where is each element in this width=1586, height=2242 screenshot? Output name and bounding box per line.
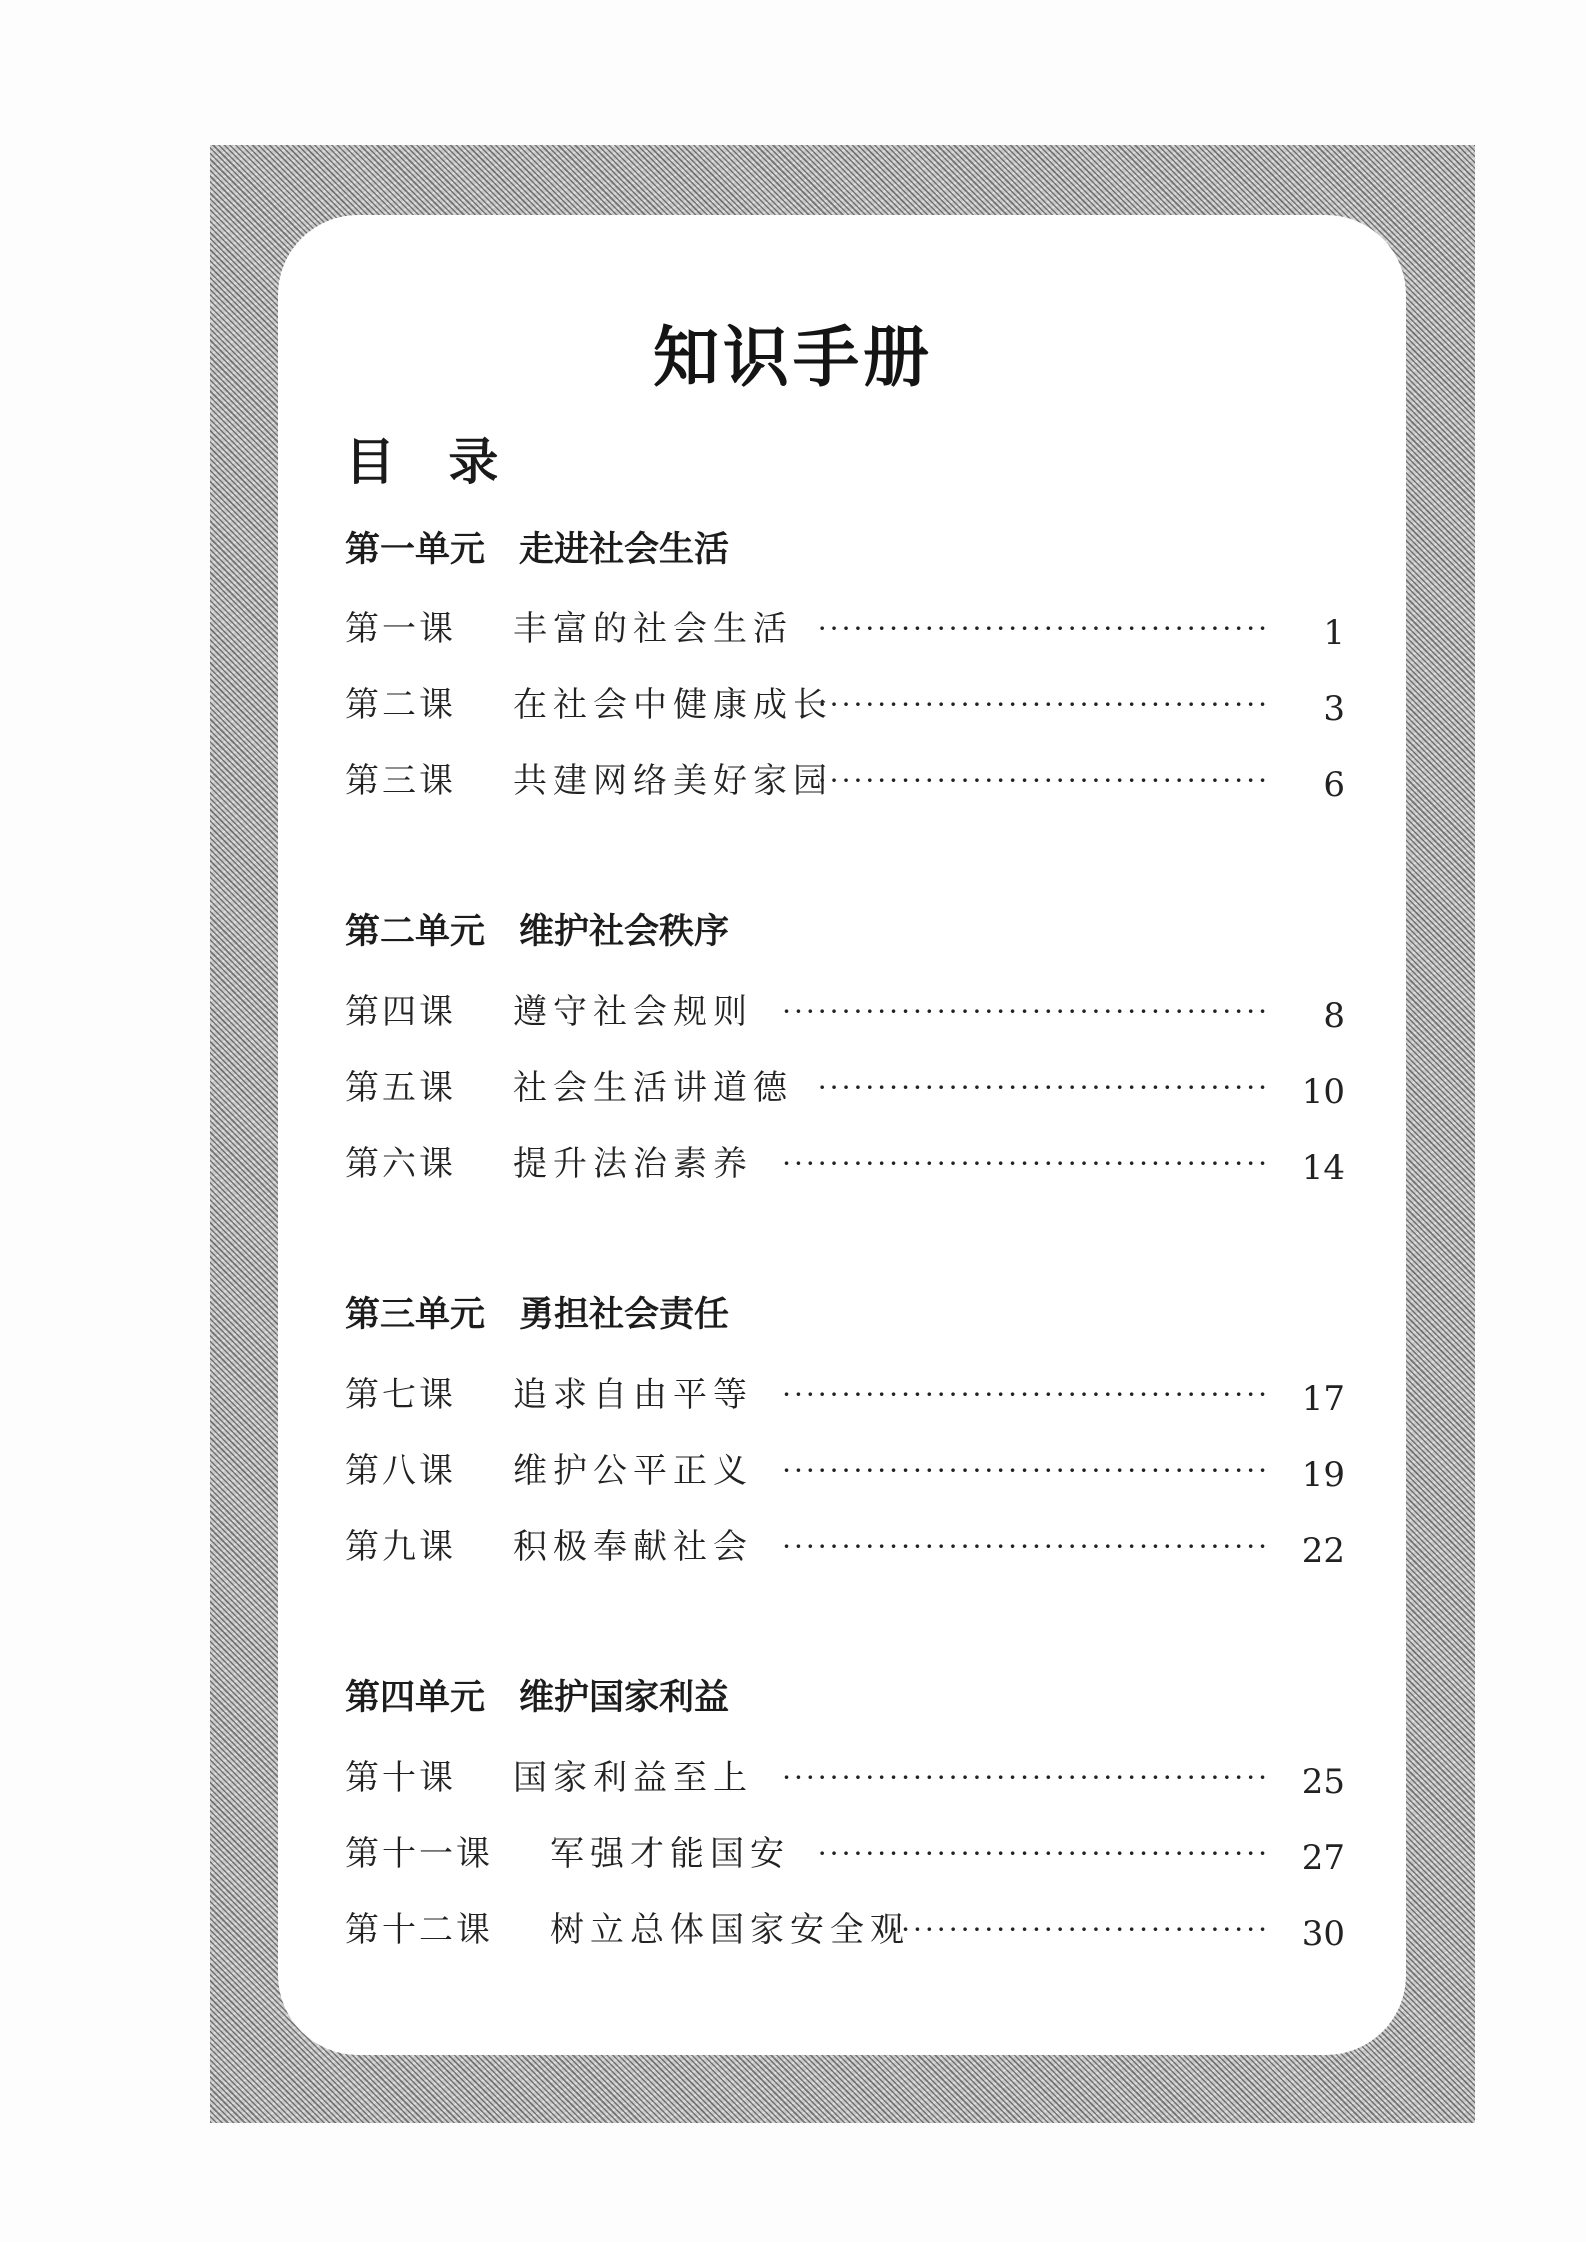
lesson-number: 第五课 bbox=[345, 1068, 456, 1108]
lesson-title: 在社会中健康成长 bbox=[513, 683, 847, 727]
toc-entry-lesson-9[interactable] bbox=[345, 1525, 1345, 1569]
toc-heading: 目 录 bbox=[345, 433, 517, 491]
toc-entry-lesson-11[interactable] bbox=[345, 1832, 1345, 1876]
page-number: 8 bbox=[1323, 996, 1345, 1036]
page-number: 3 bbox=[1323, 689, 1345, 729]
lesson-number: 第十一课 bbox=[345, 1834, 493, 1874]
page-number: 17 bbox=[1301, 1379, 1345, 1419]
unit-number: 第二单元 bbox=[345, 912, 486, 952]
lesson-title: 军强才能国安 bbox=[550, 1832, 804, 1876]
page-number: 27 bbox=[1301, 1838, 1345, 1878]
dot-leader: ······································ bbox=[817, 612, 1270, 645]
page-number: 10 bbox=[1301, 1072, 1345, 1112]
toc-entry-lesson-2[interactable] bbox=[345, 683, 1345, 727]
dot-leader: ······································ bbox=[817, 1837, 1270, 1870]
lesson-title: 社会生活讲道德 bbox=[513, 1066, 807, 1110]
unit-heading-3 bbox=[345, 1295, 730, 1335]
dot-leader: ········································· bbox=[782, 1454, 1270, 1487]
lesson-title: 追求自由平等 bbox=[513, 1373, 767, 1417]
unit-number: 第一单元 bbox=[345, 530, 486, 570]
lesson-number: 第二课 bbox=[345, 685, 456, 725]
unit-name: 维护国家利益 bbox=[519, 1678, 730, 1718]
unit-number: 第三单元 bbox=[345, 1295, 486, 1335]
dot-leader: ······································ bbox=[817, 764, 1270, 797]
page-number: 19 bbox=[1301, 1455, 1345, 1495]
toc-entry-lesson-10[interactable] bbox=[345, 1756, 1345, 1800]
lesson-number: 第十课 bbox=[345, 1758, 456, 1798]
page-title: 知识手册 bbox=[653, 319, 933, 396]
lesson-title: 树立总体国家安全观 bbox=[550, 1908, 924, 1952]
unit-name: 勇担社会责任 bbox=[519, 1295, 730, 1335]
lesson-number: 第九课 bbox=[345, 1527, 456, 1567]
lesson-title: 国家利益至上 bbox=[513, 1756, 767, 1800]
unit-heading-2 bbox=[345, 912, 730, 952]
lesson-number: 第八课 bbox=[345, 1451, 456, 1491]
lesson-number: 第六课 bbox=[345, 1144, 456, 1184]
lesson-number: 第三课 bbox=[345, 761, 456, 801]
unit-name: 走进社会生活 bbox=[519, 530, 730, 570]
lesson-title: 共建网络美好家园 bbox=[513, 759, 847, 803]
dot-leader: ································ bbox=[889, 1913, 1270, 1946]
toc-entry-lesson-3[interactable] bbox=[345, 759, 1345, 803]
unit-heading-1 bbox=[345, 530, 730, 570]
page-number: 25 bbox=[1301, 1762, 1345, 1802]
dot-leader: ········································· bbox=[782, 1378, 1270, 1411]
lesson-title: 积极奉献社会 bbox=[513, 1525, 767, 1569]
page-number: 30 bbox=[1301, 1914, 1345, 1954]
toc-entry-lesson-4[interactable] bbox=[345, 990, 1345, 1034]
lesson-number: 第一课 bbox=[345, 609, 456, 649]
lesson-number: 第四课 bbox=[345, 992, 456, 1032]
lesson-number: 第十二课 bbox=[345, 1910, 493, 1950]
toc-entry-lesson-6[interactable] bbox=[345, 1142, 1345, 1186]
page-number: 6 bbox=[1323, 765, 1345, 805]
page-number: 1 bbox=[1323, 613, 1345, 653]
unit-number: 第四单元 bbox=[345, 1678, 486, 1718]
toc-entry-lesson-7[interactable] bbox=[345, 1373, 1345, 1417]
dot-leader: ········································· bbox=[782, 1147, 1270, 1180]
toc-entry-lesson-8[interactable] bbox=[345, 1449, 1345, 1493]
lesson-title: 丰富的社会生活 bbox=[513, 607, 807, 651]
lesson-title: 维护公平正义 bbox=[513, 1449, 767, 1493]
unit-heading-4 bbox=[345, 1678, 730, 1718]
dot-leader: ········································· bbox=[782, 1530, 1270, 1563]
toc-entry-lesson-12[interactable] bbox=[345, 1908, 1345, 1952]
lesson-number: 第七课 bbox=[345, 1375, 456, 1415]
dot-leader: ······································ bbox=[817, 1071, 1270, 1104]
page-number: 22 bbox=[1301, 1531, 1345, 1571]
page-number: 14 bbox=[1301, 1148, 1345, 1188]
dot-leader: ········································· bbox=[782, 1761, 1270, 1794]
lesson-title: 提升法治素养 bbox=[513, 1142, 767, 1186]
toc-entry-lesson-5[interactable] bbox=[345, 1066, 1345, 1110]
toc-entry-lesson-1[interactable] bbox=[345, 607, 1345, 651]
dot-leader: ······································ bbox=[817, 688, 1270, 721]
lesson-title: 遵守社会规则 bbox=[513, 990, 767, 1034]
unit-name: 维护社会秩序 bbox=[519, 912, 730, 952]
dot-leader: ········································· bbox=[782, 995, 1270, 1028]
